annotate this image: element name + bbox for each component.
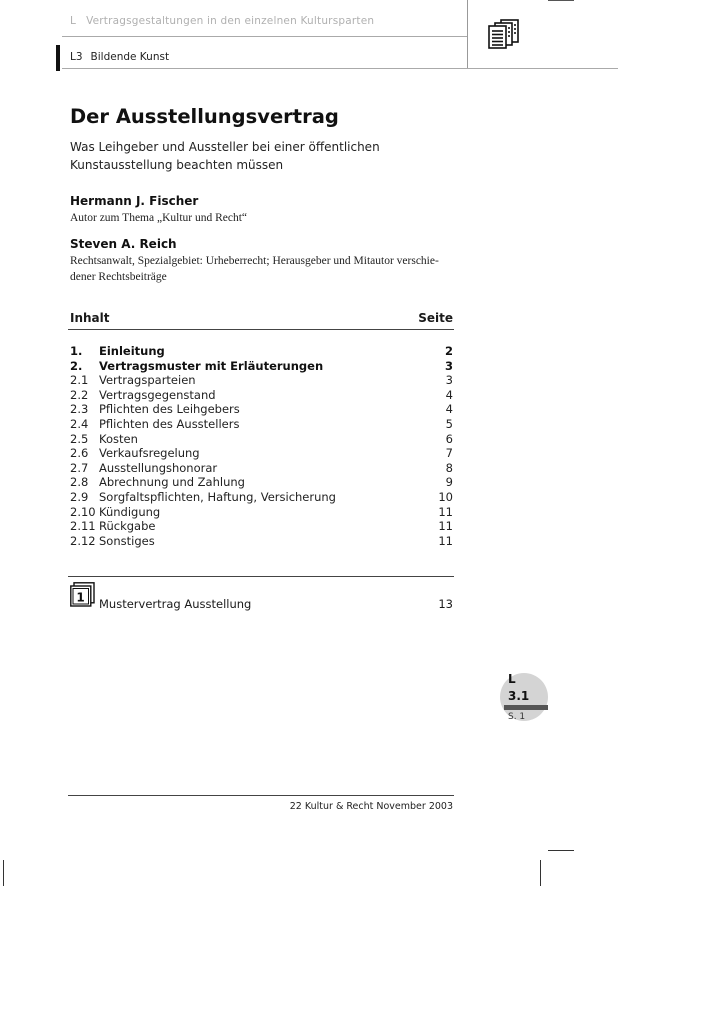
toc-entry-title: Verkaufsregelung [99,446,200,461]
toc-entry-title: Einleitung [99,344,165,358]
toc-entry[interactable] [70,446,453,461]
appendix-link[interactable]: Mustervertrag Ausstellung [99,597,252,611]
toc-entry-page: 8 [445,460,453,475]
appendix-1-icon [70,582,95,607]
toc-entry[interactable] [70,461,453,476]
running-header [70,15,374,27]
toc-entry[interactable] [70,519,453,534]
running-header-letter: L [70,15,77,27]
toc-entry-number: 2.4 [70,417,89,431]
toc-entry-number: 2.7 [70,460,89,475]
toc-entry[interactable] [70,344,453,359]
toc-entry-number: 2.11 [70,519,96,534]
crop-mark-bottom-left [3,860,4,886]
author-description: Autor zum Thema „Kultur und Recht“ [70,212,248,224]
toc-entry-number: 2.5 [70,431,89,446]
document-title: Der Ausstellungsvertrag [70,105,339,128]
toc-entry-page: 10 [438,490,453,504]
toc-entry-title: Rückgabe [99,519,156,534]
toc-entry-page: 4 [445,402,453,417]
toc-entry[interactable] [70,475,453,490]
toc-entry-page: 11 [438,504,453,519]
toc-entry-title: Pflichten des Ausstellers [99,417,240,431]
appendix-page: 13 [438,597,453,611]
toc-entry-number: 2.1 [70,373,89,388]
toc-entry[interactable] [70,373,453,388]
toc-entry-page: 5 [445,417,453,431]
toc-entry-page: 9 [445,475,453,490]
toc-entry[interactable] [70,534,453,549]
toc-entry-title: Abrechnung und Zahlung [99,475,245,490]
toc-entry-page: 3 [445,373,453,388]
toc-entry[interactable] [70,359,453,374]
toc-entry-title: Vertragsparteien [99,373,196,388]
toc-page-heading: Seite [418,311,453,325]
header-divider-top [62,36,468,37]
chapter-tab-page: S. 1 [508,712,526,722]
toc-entry-page: 6 [445,431,453,446]
toc-divider-bottom [68,576,454,577]
chapter-tab-letter: L [508,672,516,686]
author-name: Hermann J. Fischer [70,194,199,208]
toc-entry-page: 3 [444,358,453,373]
toc-entry[interactable] [70,432,453,447]
toc-entry[interactable] [70,417,453,432]
toc-entry-number: 2.10 [70,504,96,519]
toc-entry-number: 2.8 [70,475,89,490]
crop-mark-bottom-center [540,860,541,886]
section-number: L3 [70,51,83,63]
crop-mark-top-right [548,0,574,1]
toc-entry-page: 11 [438,519,453,534]
author-description: Rechtsanwalt, Spezialgebiet: Urheberrecht; Herausgeber und Mitautor verschie-dener Rechtsbeiträge [70,255,439,283]
toc-entry-number: 2.2 [70,387,89,402]
toc-entry[interactable] [70,490,453,505]
toc-divider [68,329,454,330]
section-heading [70,51,169,63]
toc-entry-page: 7 [445,446,453,461]
toc-entry-title: Vertragsmuster mit Erläuterungen [99,358,324,373]
toc-entry-number: 2.6 [70,446,89,461]
document-subtitle: Was Leihgeber und Aussteller bei einer öffentlichen Kunstausstellung beachten müssen [70,140,380,172]
section-title: Bildende Kunst [90,51,170,63]
toc-entry-number: 2. [70,358,83,373]
section-marker-bar [56,45,60,71]
document-stack-icon [487,19,521,49]
footer-divider [68,795,454,796]
toc-entry[interactable] [70,388,453,403]
toc-entry-title: Pflichten des Leihgebers [99,402,240,417]
footer-text: 22 Kultur & Recht November 2003 [289,801,453,812]
header-divider-bottom [62,68,618,69]
toc-entry-page: 2 [444,344,453,358]
toc-entry-title: Sorgfaltspflichten, Haftung, Versicherung [99,490,336,504]
toc-entry-number: 2.3 [70,402,89,417]
toc-entry-title: Kosten [99,431,138,446]
crop-mark-bottom-right [548,850,574,851]
toc-heading: Inhalt [70,311,110,325]
toc-entry-number: 2.9 [70,490,89,504]
chapter-tab-number: 3.1 [508,689,530,703]
toc-entry-page: 4 [445,387,453,402]
toc-entry-page: 11 [438,533,453,548]
author-name: Steven A. Reich [70,237,177,251]
toc-entry-title: Ausstellungshonorar [99,460,218,475]
toc-entry[interactable] [70,402,453,417]
toc-entry-number: 1. [70,344,83,358]
running-header-text: Vertragsgestaltungen in den einzelnen Kultursparten [86,15,375,27]
toc-entry-title: Vertragsgegenstand [99,387,216,402]
toc-entry-number: 2.12 [70,533,96,548]
appendix-icon-label: 1 [76,590,85,605]
toc-entry-title: Kündigung [99,504,161,519]
header-vertical-divider [467,0,468,68]
toc-entry-title: Sonstiges [99,533,155,548]
toc-entry[interactable] [70,505,453,520]
